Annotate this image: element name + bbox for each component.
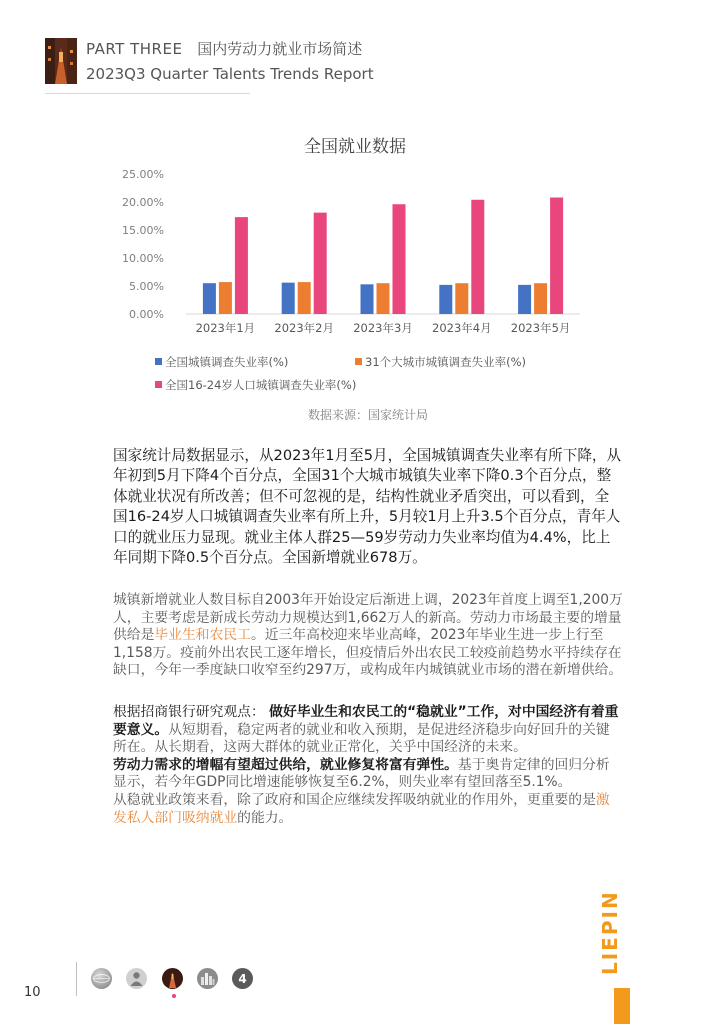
bar-3-5 (550, 198, 563, 314)
globe-icon[interactable] (91, 968, 112, 989)
x-tick-label: 2023年2月 (274, 321, 334, 335)
person-icon[interactable] (126, 968, 147, 989)
legend-swatch (155, 381, 162, 388)
policy-highlight: 激发私人部门吸纳就业 (113, 791, 610, 826)
city-night-icon[interactable] (162, 968, 183, 989)
brand-accent-bar (614, 988, 630, 1024)
supply-paragraph (113, 592, 623, 680)
city-street-image (45, 38, 77, 84)
x-tick-label: 2023年4月 (432, 321, 492, 335)
chart-title: 全国就业数据 (304, 137, 406, 157)
bar-2-5 (534, 283, 547, 314)
research-block (113, 704, 623, 827)
bar-3-3 (393, 204, 406, 314)
y-tick-label: 25.00% (122, 168, 164, 181)
supply-text-b: 。近三年高校迎来毕业高峰，2023年毕业生进一步上行至1,158万。疫前外出农民工逐年增长，但疫情后外出农民工较疫前趋势水平持续存在缺口，今年一季度缺口收窄至约297万，或构成年内城镇就业市场的潜在新增供给。 (113, 627, 623, 679)
section-title: 国内劳动力就业市场简述 (197, 40, 363, 58)
summary-paragraph: 国家统计局数据显示，从2023年1月至5月，全国城镇调查失业率有所下降，从年初到5月下降4个百分点，全国31个大城市城镇失业率下降0.3个百分点，整体就业状况有所改善；但不可忽视的是，结构性就业矛盾突出，可以看到，全国16-24岁人口城镇调查失业率有所上升，5月较1月上升3.5个百分点，青年人口的就业压力显现。就业主体人群25—59岁劳动力失业率均值为4.4%，比上年同期下降0.5个百分点。全国新增就业678万。 (113, 447, 622, 567)
svg-text:4: 4 (238, 972, 247, 986)
bar-3-2 (314, 213, 327, 314)
y-tick-label: 15.00% (122, 224, 164, 237)
x-tick-label: 2023年3月 (353, 321, 413, 335)
research-key-point: 做好毕业生和农民工的“稳就业”工作，对中国经济有着重要意义。 (113, 704, 619, 738)
x-tick-label: 2023年5月 (510, 321, 571, 335)
skyline-icon[interactable] (197, 968, 218, 989)
employment-bar-chart (122, 128, 580, 428)
footer-divider (76, 962, 77, 996)
y-tick-label: 10.00% (122, 252, 164, 265)
bar-1-5 (518, 285, 531, 314)
bar-3-1 (235, 217, 248, 314)
demand-key-point: 劳动力需求的增幅有望超过供给，就业修复将富有弹性。 (113, 756, 458, 773)
number-four-icon[interactable] (232, 968, 253, 989)
legend-label: 全国城镇调查失业率(%) (165, 355, 289, 369)
bar-2-3 (377, 283, 390, 314)
research-intro: 根据招商银行研究观点： (113, 704, 265, 720)
legend-label: 31个大城市城镇调查失业率(%) (365, 355, 527, 369)
bar-1-1 (203, 283, 216, 314)
y-tick-label: 5.00% (129, 280, 164, 293)
policy-text-b: 的能力。 (237, 809, 293, 826)
legend-swatch (155, 358, 162, 365)
bar-2-4 (455, 283, 468, 314)
report-title: 2023Q3 Quarter Talents Trends Report (86, 65, 374, 83)
bar-1-4 (439, 285, 452, 314)
bar-2-1 (219, 282, 232, 314)
legend-swatch (355, 358, 362, 365)
y-tick-label: 20.00% (122, 196, 164, 209)
y-tick-label: 0.00% (129, 308, 164, 321)
demand-detail: 基于奥肯定律的回归分析显示，若今年GDP同比增速能够恢复至6.2%，则失业率有望回落至5.1%。 (113, 756, 610, 791)
supply-highlight: 毕业生和农民工 (154, 627, 251, 644)
active-page-indicator (172, 994, 176, 998)
header-divider (45, 93, 250, 94)
bar-1-2 (282, 283, 295, 314)
legend-label: 全国16-24岁人口城镇调查失业率(%) (165, 378, 357, 392)
supply-text-a: 城镇新增就业人数目标自2003年开始设定后渐进上调，2023年首度上调至1,200万人，主要考虑是新成长劳动力规模达到1,662万人的新高。劳动力市场最主要的增量供给是 (113, 592, 623, 644)
page-number: 10 (24, 985, 41, 1000)
brand-logo: LIEPIN (598, 890, 622, 975)
x-tick-label: 2023年1月 (195, 321, 256, 335)
research-detail: 从短期看，稳定两者的就业和收入预期，是促进经济稳步向好回升的关键所在。从长期看，这两大群体的就业正常化，关乎中国经济的未来。 (113, 721, 610, 756)
policy-text-a: 从稳就业政策来看，除了政府和国企应继续发挥吸纳就业的作用外，更重要的是 (113, 791, 596, 808)
header-section-line (86, 38, 362, 59)
bar-1-3 (361, 284, 374, 314)
part-label: PART THREE (86, 40, 183, 58)
chart-source: 数据来源：国家统计局 (307, 408, 429, 422)
bar-3-4 (471, 200, 484, 314)
section-thumbnail (45, 38, 77, 84)
bar-2-2 (298, 282, 311, 314)
